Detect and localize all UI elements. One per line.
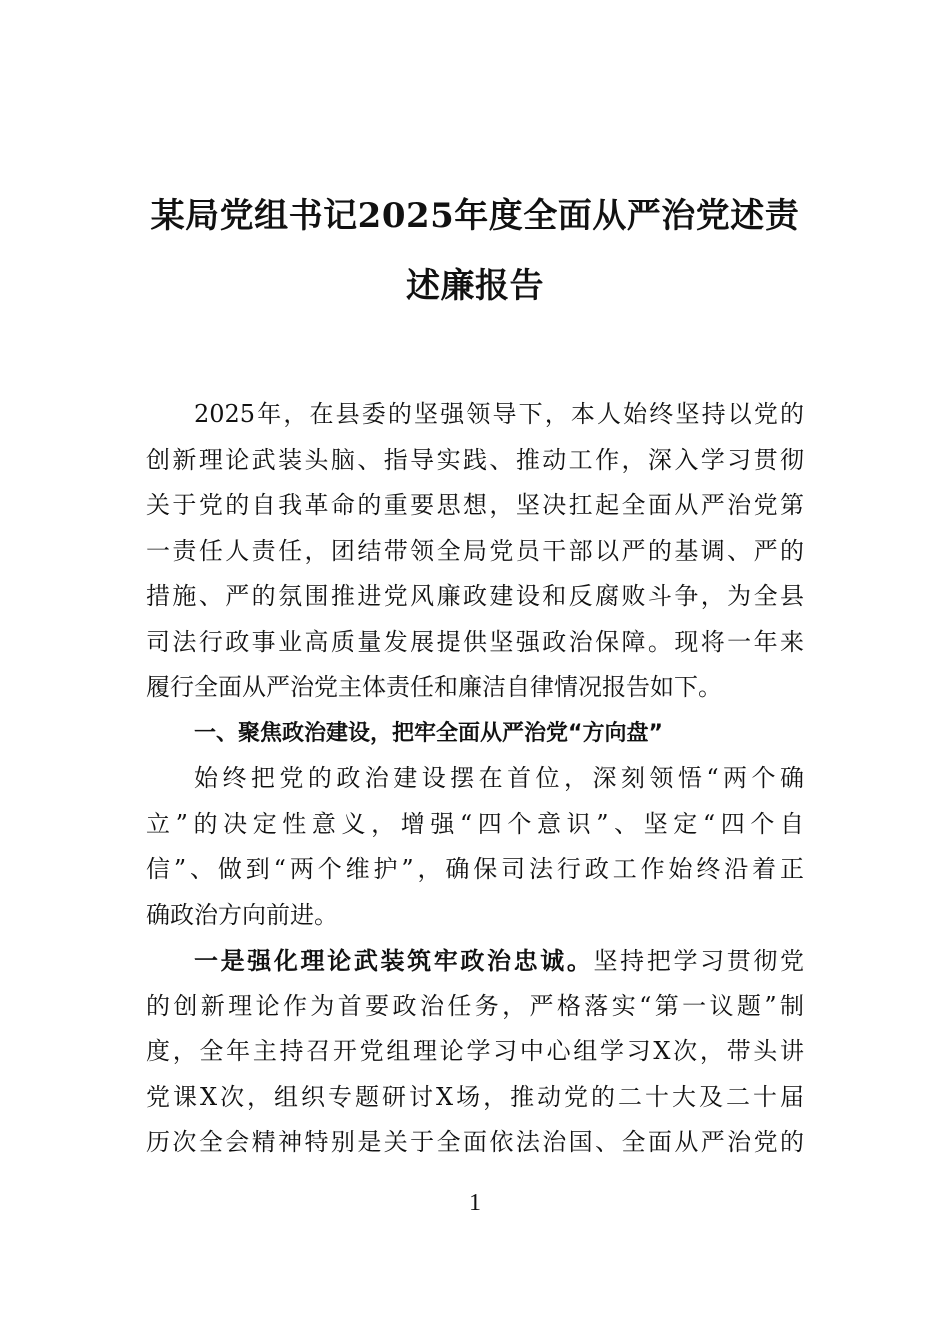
paragraph-3-line-5: 历次全会精神特别是关于全面依法治国、全面从严治党的 — [146, 1128, 804, 1156]
paragraph-3-line-4: 党课X次，组织专题研讨X场，推动党的二十大及二十届 — [146, 1082, 804, 1111]
document-title-line1: 某局党组书记2025年度全面从严治党述责 — [150, 196, 800, 236]
paragraph-1-line-6: 司法行政事业高质量发展提供坚强政治保障。现将一年来 — [146, 627, 804, 656]
paragraph-3-line-1-rest: 坚持把学习贯彻党 — [593, 947, 804, 975]
paragraph-1-line-5: 措施、严的氛围推进党风廉政建设和反腐败斗争，为全县 — [146, 582, 804, 610]
paragraph-1-line-2: 创新理论武装头脑、指导实践、推动工作，深入学习贯彻 — [146, 445, 804, 474]
paragraph-3-line-2: 的创新理论作为首要政治任务，严格落实“第一议题”制 — [146, 991, 804, 1020]
paragraph-1-line-1: 2025年，在县委的坚强领导下，本人始终坚持以党的 — [194, 400, 804, 428]
paragraph-3-line-3: 度，全年主持召开党组理论学习中心组学习X次，带头讲 — [146, 1037, 804, 1065]
paragraph-3-line-1 — [146, 938, 804, 984]
section-1-heading: 一、聚焦政治建设，把牢全面从严治党“方向盘” — [194, 720, 663, 746]
paragraph-2-line-4: 确政治方向前进。 — [146, 900, 338, 929]
paragraph-1-line-7: 履行全面从严治党主体责任和廉洁自律情况报告如下。 — [146, 673, 722, 701]
paragraph-3-lead: 一是强化理论武装筑牢政治忠诚。 — [194, 946, 594, 975]
paragraph-2-line-3: 信”、做到“两个维护”，确保司法行政工作始终沿着正 — [146, 855, 804, 883]
document-title-line2: 述廉报告 — [406, 266, 544, 306]
page-number: 1 — [469, 1190, 481, 1216]
paragraph-1-line-4: 一责任人责任，团结带领全局党员干部以严的基调、严的 — [146, 536, 804, 565]
paragraph-2-line-1: 始终把党的政治建设摆在首位，深刻领悟“两个确 — [194, 764, 804, 792]
document-body — [146, 392, 804, 1166]
paragraph-2-line-2: 立”的决定性意义，增强“四个意识”、坚定“四个自 — [146, 809, 804, 838]
paragraph-1-line-3: 关于党的自我革命的重要思想，坚决扛起全面从严治党第 — [146, 491, 804, 519]
